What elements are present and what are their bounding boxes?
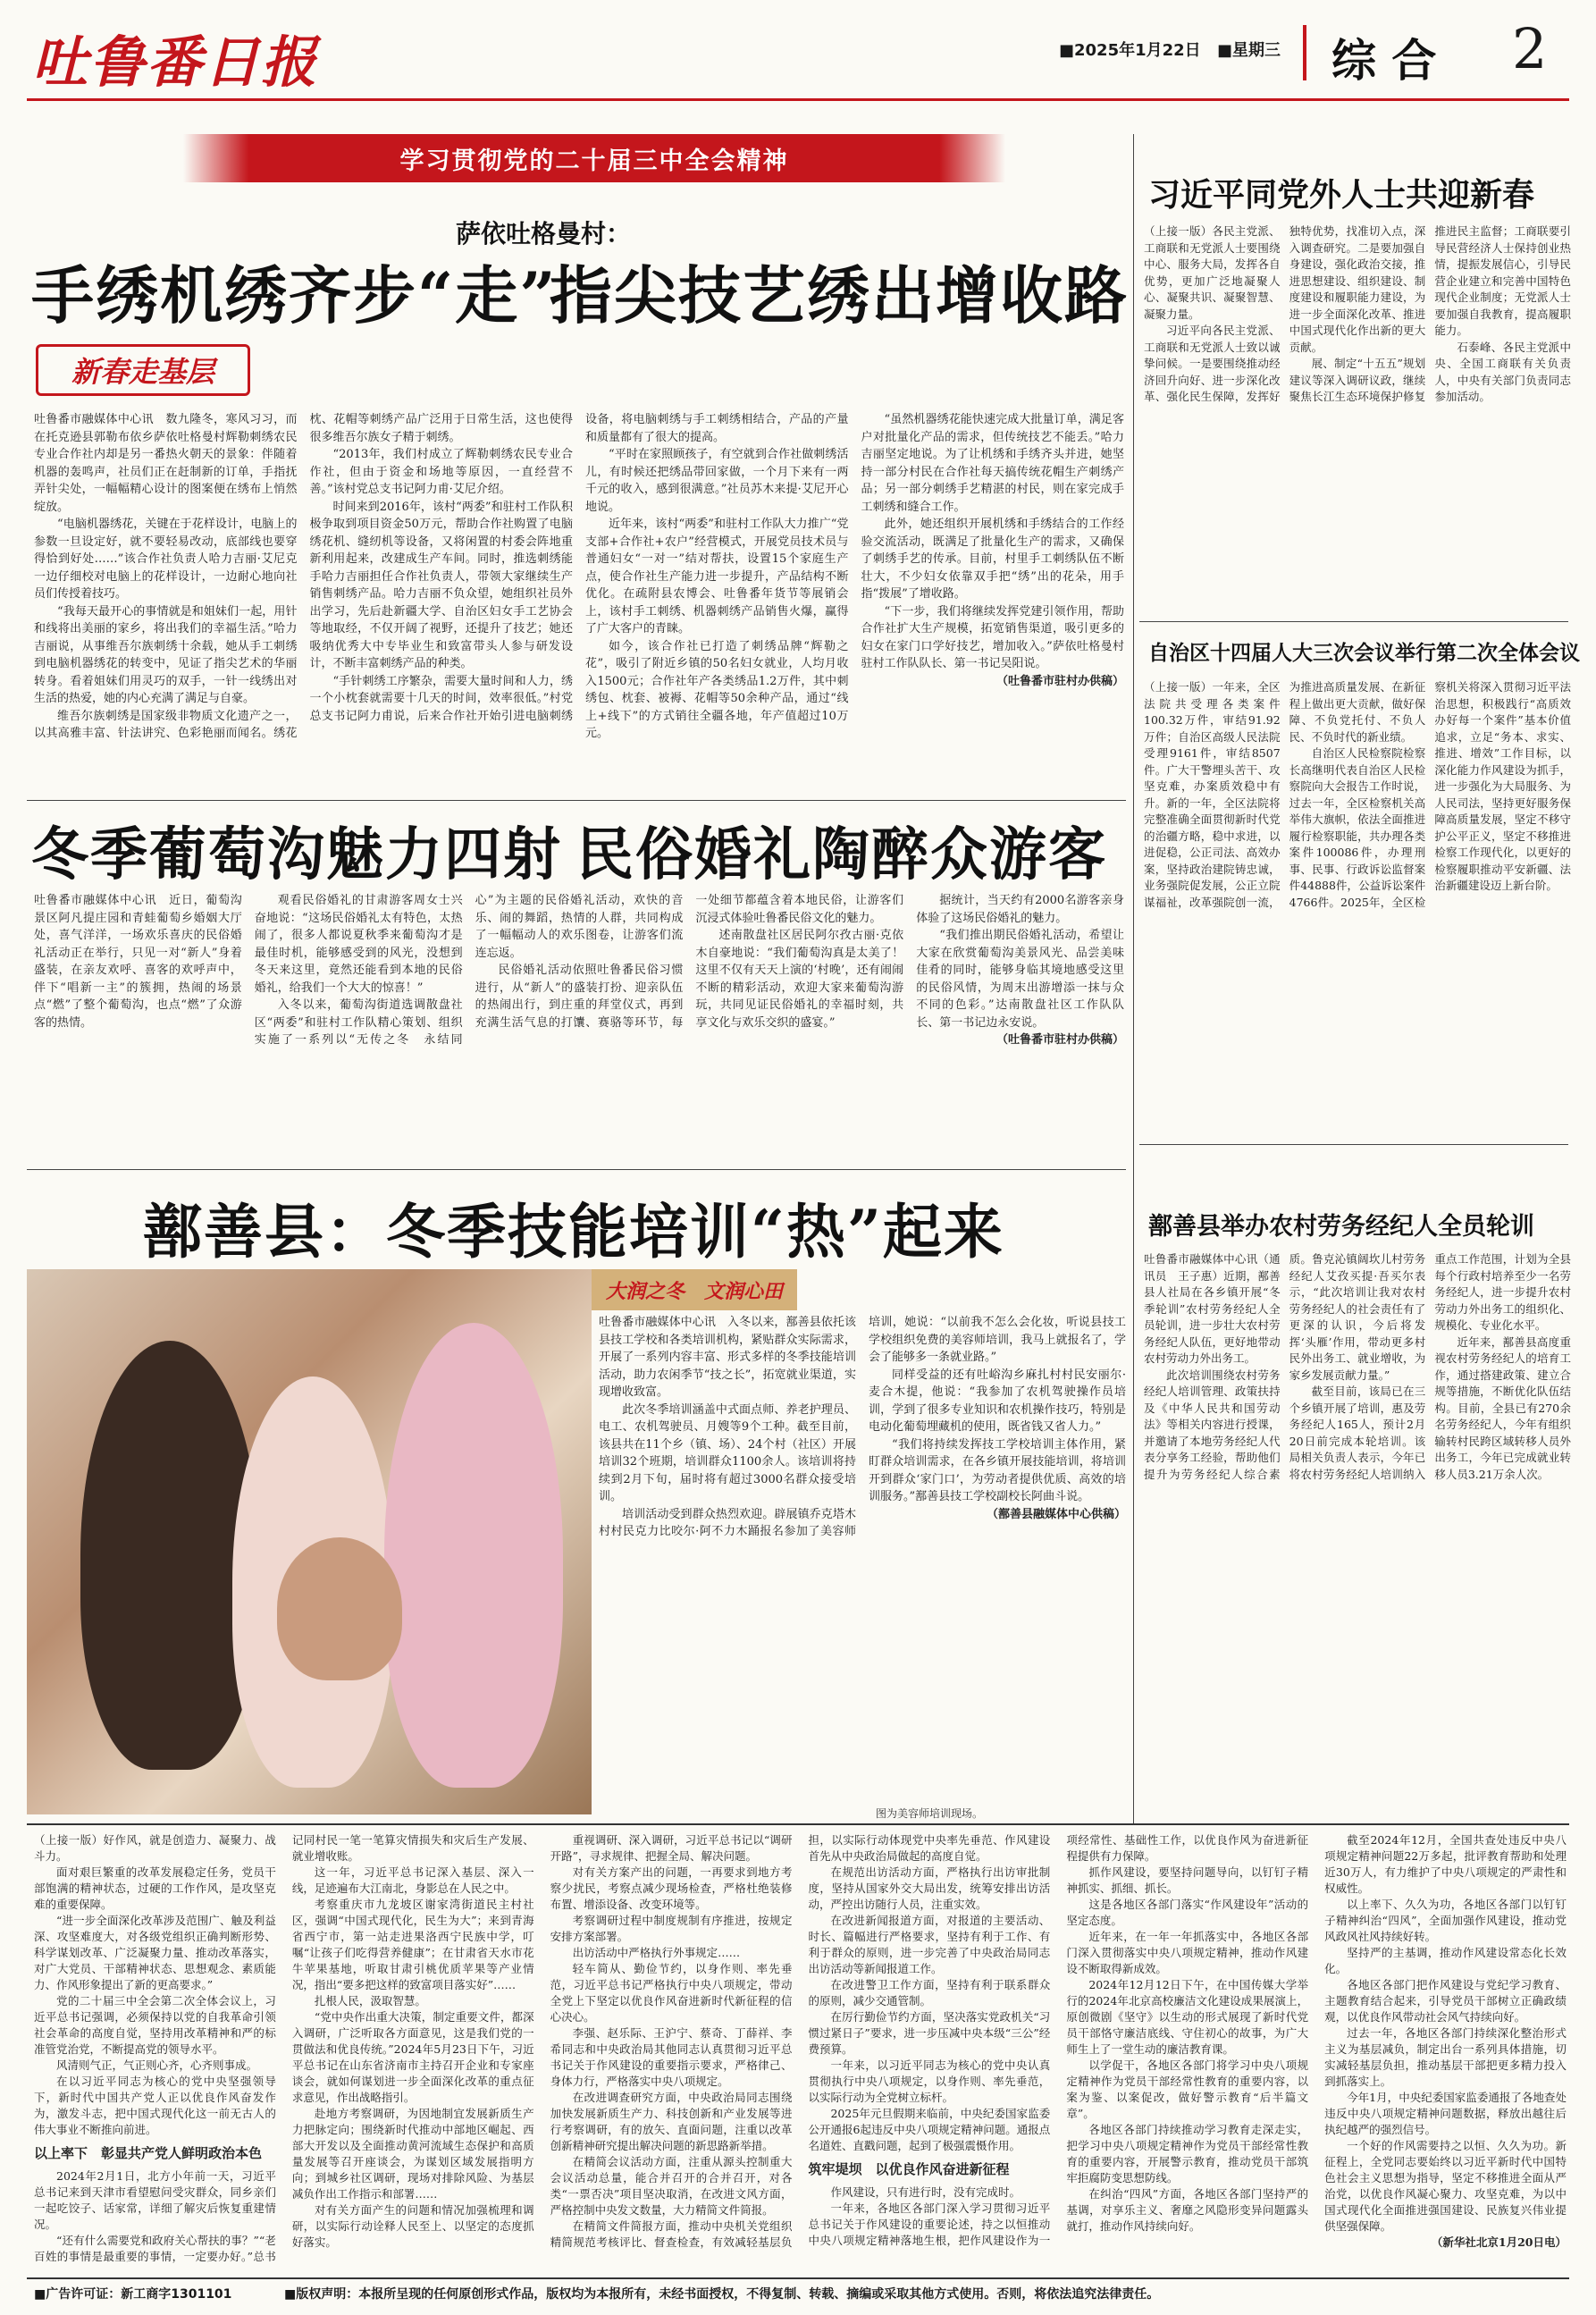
paragraph: 2024年12月12日下午，在中国传媒大学举行的2024年北京高校廉洁文化建设成果展演上，原创微剧《坚守》以生动的形式展现了新时代党员干部恪守廉洁底线、守住初心的故事，为广大师生上了一堂生动的廉洁教育课。 [1066, 1978, 1309, 2056]
photo-art-caption [592, 1269, 797, 1310]
newspaper-logo: 吐鲁番日报 [32, 29, 319, 95]
paragraph: 一年来，各地区各部门深入学习贯彻习近平总书记关于作风建设的重要论述，持之以恒推动中央八项规定精神落地生根，把作风建设作为一项经常性、基础性工作，以优良作风为奋进新征程提供有力保障。 [808, 1833, 1309, 2247]
paragraph: “平时在家照顾孩子，有空就到合作社做刺绣活儿，有时候还把绣品带回家做，一个月下来有一两千元的收入，感到很满意。”社员苏木来提·艾尼开心地说。 [585, 448, 849, 514]
paragraph: （上接一版）各民主党派、工商联和无党派人士要围绕中心、服务大局，发挥各自优势，更加广泛地凝聚人心、凝聚共识、凝聚智慧、凝聚力量。 [1144, 224, 1281, 321]
paragraph: “我每天最开心的事情就是和姐妹们一起，用针和线将出美丽的家乡，将出我们的幸福生活。”哈力吉丽说，从事维吾尔族刺绣十余载，她从手工刺绣到电脑机器绣花的转变中，见证了指尖艺术的华丽转身。看着姐妹们用灵巧的双手，一针一线绣出对生活的热爱，她的内心充满了满足与自豪。 [34, 604, 298, 705]
procuratorate-title: 自治区十四届人大三次会议举行第二次全体会议 [1148, 641, 1580, 665]
paragraph: 近年来，鄯善县高度重视农村劳务经纪人的培育工作，通过搭建政策、建立合规等措施，不断优化队伍结构。目前，全县已有270余名劳务经纪人，今年有组织输转村民跨区域转移人员外出务工，今年已完成就业转移人员3.21万余人次。 [1434, 1334, 1571, 1481]
paragraph: 截至2024年12月，全国共查处违反中央八项规定精神问题22万多起，批评教育帮助和处理近30万人，有力维护了中央八项规定的严肃性和权威性。 [1324, 1833, 1567, 1895]
divider-grape [27, 1169, 1126, 1170]
right-col-divider [1133, 134, 1134, 1823]
paragraph: “还有什么需要党和政府关心帮扶的事？”“老百姓的事情是最重要的事情，一定要办好。”总书记同村民一笔一笔算灾情损失和灾后生产发展、就业增收账。 [34, 1833, 534, 2263]
paragraph: 一年来，以习近平同志为核心的党中央认真贯彻执行中央八项规定，以身作则、率先垂范，以实际行动为全党树立标杆。 [808, 2058, 1051, 2104]
paragraph: 在精简文件简报方面，推动中央机关党组织精简规范考核评比、督查检查，有效减轻基层负担，以实际行动体现党中央率先垂范、作风建设首先从中央政治局做起的高度自觉。 [550, 1833, 1051, 2249]
paragraph: 对有关方案产出的问题，一再要求到地方考察少扰民，考察点减少现场检查，严格杜绝装修布置、增添设备、改变环境等。 [550, 1865, 793, 1911]
paragraph: 这一年，习近平总书记深入基层、深入一线，足迹遍布大江南北，身影总在人民之中。 [291, 1865, 534, 1895]
embroidery-title-right: 指尖技艺绣出增收路 [550, 258, 1129, 333]
bottom-subhead-1: 以上率下 彰显共产党人鲜明政治本色 [34, 2145, 263, 2161]
paragraph: 面对艰巨繁重的改革发展稳定任务，党员干部饱满的精神状态，过硬的工作作风，是攻坚克难的重要保障。 [34, 1865, 276, 1911]
paragraph: “电脑机器绣花，关键在于花样设计，电脑上的参数一旦设定好，就不要轻易改动，底部线也要穿得恰到好处……”该合作社负责人哈力吉丽·艾尼克一边仔细校对电脑上的花样设计，一边耐心地向社员们传授着技巧。 [34, 518, 298, 601]
grape-body [34, 892, 1124, 1160]
paragraph: 在改进新闻报道方面，对报道的主要活动、时长、篇幅进行严格要求，坚持有利于工作、有利于群众的原则，进一步完善了中央政治局同志出访活动等新闻报道工作。 [808, 1914, 1051, 1975]
xi-party-title: 习近平同党外人士共迎新春 [1148, 176, 1535, 214]
photo-caption: 图为美容师培训现场。 [876, 1807, 984, 1820]
ad-license: ■广告许可证：新工商字1301101 [34, 2287, 232, 2302]
weekday: ■星期三 [1217, 41, 1281, 60]
paragraph: 在以习近平同志为核心的党中央坚强领导下，新时代中国共产党人正以优良作风奋发作为，激发斗志，把中国式现代化这一前无古人的伟大事业不断推向前进。 [34, 2075, 276, 2136]
embroidery-kicker: 萨依吐格曼村： [456, 219, 632, 248]
page-number: 2 [1512, 16, 1548, 81]
paragraph: 近年来，该村“两委”和驻村工作队大力推广“党支部+合作社+农户”经营模式，开展党员技术员与普通妇女“一对一”结对帮扶，设置15个家庭生产点，使合作社生产能力进一步提升，产品结构不断优化。在疏附县农博会、吐鲁番年货节等展销会上，该村手工刺绣、机器刺绣产品销售火爆，赢得了广大客户的青睐。 [585, 518, 849, 636]
paragraph: 风清则气正，气正则心齐，心齐则事成。 [56, 2058, 258, 2072]
agents-body [1144, 1251, 1571, 1814]
paragraph: “下一步，我们将继续发挥党建引领作用，帮助合作社扩大生产规模，拓宽销售渠道，吸引更多的妇女在家门口学好技艺，增加收入。”萨依吐格曼村驻村工作队队长、第一书记吴阳说。 [861, 604, 1124, 670]
paragraph: 据统计，当天约有2000名游客亲身体验了这场民俗婚礼的魅力。 [916, 894, 1124, 925]
grape-title-right: 民俗婚礼陶醉众游客 [576, 821, 1107, 888]
paragraph: “手针刺绣工序繁杂，需要大量时间和人力，绣一个小枕套就需要十几天的时间，效率很低。”村党总支书记阿力甫说，后来合作社开始引进电脑刺绣设备，将电脑刺绣与手工刺绣相结合，产品的产量和质量都有了很大的提高。 [309, 413, 849, 723]
paragraph: 过去一年，各地区各部门持续深化整治形式主义为基层减负，制定出台一系列具体措施，切实减轻基层负担，推动基层干部把更多精力投入到抓落实上。 [1324, 2026, 1567, 2088]
paragraph: 扎根人民，汲取智慧。 [314, 1994, 426, 2008]
paragraph: 此次培训围绕农村劳务经纪人培训管理、政策扶持及《中华人民共和国劳动法》等相关内容进行授课，并邀请了本地劳务经纪人代表分享务工经验，帮助他们提升为劳务经纪人综合素质。鲁克沁镇阔坎儿村劳务经纪人艾孜买提·吾买尔表示，“此次培训让我对农村劳务经纪人的社会责任有了更深的认识，今后将发挥‘头雁’作用，带动更多村民外出务工、就业增收，为家乡发展贡献力量。” [1144, 1252, 1426, 1481]
bottom-body [34, 1832, 1567, 2269]
paragraph: 此次冬季培训涵盖中式面点师、养老护理员、电工、农机驾驶员、月嫂等9个工种。截至目前，该县共在11个乡（镇、场）、24个村（社区）开展培训32个班期，培训群众1100余人。该培训将持续到2月下旬，届时将有超过3000名群众接受培训。 [599, 1402, 856, 1503]
paragraph: 习近平向各民主党派、工商联和无党派人士致以诚挚问候。一是要围绕推动经济回升向好、进一步深化改革、强化民生保障，发挥好独特优势，找准切入点，深入调查研究。二是要加强自身建设，强化政治交接，推进思想建设、组织建设、制度建设和履职能力建设，为进一步全面深化改革、推进中国式现代化作出新的更大贡献。 [1144, 224, 1426, 403]
paragraph: 时间来到2016年，该村“两委”和驻村工作队积极争取到项目资金50万元，帮助合作社购置了电脑绣花机、缝纫机等设备，又将闲置的村委会阵地重新利用起来，改建成生产车间。同时，推选刺绣能手哈力吉丽担任合作社负责人，带领大家继续生产销售刺绣产品。哈力吉丽不负众望，她组织社员外出学习，先后赴新疆大学、自治区妇女手工艺协会等地取经，不仅开阔了视野，还提升了技艺；她还吸纳优秀大中专毕业生和致富带头人参与研发设计，不断丰富刺绣产品的种类。 [309, 500, 573, 670]
embroidery-title-left: 手绣机绣齐步“走” [31, 258, 558, 333]
paragraph: 如今，该合作社已打造了刺绣品牌“辉勒之花”，吸引了附近乡镇的50名妇女就业，人均月收入1500元；合作社年产各类绣品1.2万件，其中刺绣包、枕套、被褥、花帽等50余种产品，通过“线上+线下”的方式销往全疆各地，年产值超过10万元。 [585, 639, 849, 740]
masthead [0, 0, 1596, 100]
paragraph: “虽然机器绣花能快速完成大批量订单，满足客户对批量化产品的需求，但传统技艺不能丢。”哈力吉丽坚定地说。为了让机绣和手绣齐头并进，她坚持一部分村民在合作社每天搞传统花帽生产刺绣产品；另一部分刺绣手艺精湛的村民，则在家完成手工刺绣和缝合工作。 [861, 413, 1124, 514]
paragraph: 重视调研、深入调研，习近平总书记以“调研开路”，寻求规律、把握全局、解决问题。 [550, 1833, 793, 1863]
paragraph: 在规范出访活动方面，严格执行出访审批制度，坚持从国家外交大局出发，统筹安排出访活动，严控出访随行人员，注重实效。 [808, 1865, 1051, 1911]
training-photo [27, 1269, 592, 1814]
paragraph: 截至目前，该局已在三个乡镇开展了培训，惠及劳务经纪人165人，预计2月20日前完成本轮培训。该局相关负责人表示，今年已将农村劳务经纪人培训纳入重点工作范围，计划为全县每个行政村培养至少一名劳务经纪人，进一步提升农村劳动力外出务工的组织化、规模化、专业化水平。 [1289, 1252, 1571, 1481]
badge-text: 新春走基层 [71, 355, 214, 389]
masthead-rule [27, 98, 1569, 101]
paragraph: 这是各地区各部门落实“作风建设年”活动的坚定态度。 [1066, 1898, 1309, 1927]
photo-figure-3 [384, 1323, 563, 1788]
paragraph: “2013年，我们村成立了辉勒刺绣农民专业合作社，但由于资金和场地等原因，一直经营不善。”该村党总支书记阿力甫·艾尼介绍。 [309, 448, 573, 496]
paragraph: 以上率下、久久为功，各地区各部门以钉钉子精神纠治“四风”，全面加强作风建设，推动党风政风社风持续好转。 [1324, 1898, 1567, 1943]
new-spring-badge [36, 344, 250, 396]
paragraph: 在纠治“四风”方面，各地区各部门坚持严的基调，对享乐主义、奢靡之风隐形变异问题露头就打，推动作风持续向好。 [1066, 2187, 1309, 2233]
procuratorate-body [1144, 679, 1571, 1131]
paragraph: 各地区各部门持续推动学习教育走深走实，把学习中央八项规定精神作为党员干部经常性教育的重要内容，开展警示教育，推动党员干部筑牢拒腐防变思想防线。 [1066, 2123, 1309, 2185]
paragraph: 观看民俗婚礼的甘肃游客周女士兴奋地说：“这场民俗婚礼太有特色，太热闹了，很多人都说夏秋季来葡萄沟才是最佳时机，能够感受到的风光，没想到冬天来这里，竟然还能看到本地的民俗婚礼，给我们一个大大的惊喜！” [254, 894, 463, 995]
paragraph: 李强、赵乐际、王沪宁、蔡奇、丁薛祥、李希同志和中央政治局其他同志认真贯彻习近平总书记关于作风建设的重要指示要求，严格律己、身体力行，严格落实中央八项规定。 [550, 2026, 793, 2088]
xi-party-body [1144, 223, 1571, 617]
paragraph: 轻车简从、勤俭节约，以身作则、率先垂范，习近平总书记严格执行中央八项规定，带动全党上下坚定以优良作风奋进新时代新征程的信心决心。 [550, 1962, 793, 2024]
photo-art-caption-text: 大润之冬 文润心田 [605, 1279, 783, 1303]
paragraph: 述南散盘社区居民阿尔孜古丽·克依木自豪地说：“我们葡萄沟真是太美了！这里不仅有天天上演的‘村晚’，还有闹闹不断的精彩活动，欢迎大家来葡萄沟游玩，共同见证民俗婚礼的幸福时刻，共享文化与欢乐交织的盛宴。” [695, 929, 904, 1030]
paragraph: （鄯善县融媒体中心供稿） [986, 1507, 1126, 1521]
grape-title-left: 冬季葡萄沟魅力四射 [31, 821, 562, 888]
divider-embroidery [27, 800, 1126, 801]
paragraph: 吐鲁番市融媒体中心讯（通讯员 王子惠）近期，鄯善县人社局在各乡镇开展“冬季轮训”农村劳务经纪人全员轮训，进一步壮大农村劳务经纪人队伍，更好地带动农村劳动力外出务工。 [1144, 1252, 1281, 1365]
paragraph: 同样受益的还有吐峪沟乡麻扎村村民安丽尔·麦合木提，他说：“我参加了农机驾驶操作员培训，学到了很多专业知识和农机操作技巧，特别是电动化葡萄埋藏机的使用，既省钱又省人力。” [869, 1368, 1126, 1434]
paragraph: 考察重庆市九龙坡区谢家湾街道民主村社区，强调“中国式现代化，民生为大”；来到青海省西宁市，第一站走进果洛西宁民族中学，叮嘱“让孩子们吃得营养健康”；在甘肃省天水市花牛苹果基地，听取甘肃引桃优质苹果等产业情况，指出“要多把这样的致富项目落实好”…… [291, 1898, 534, 1991]
paragraph: “进一步全面深化改革涉及范围广、触及利益深、攻坚难度大，对各级党组织正确判断形势、科学谋划改革、广泛凝聚力量、推动改革落实，对广大党员、干部精神状态、思想观念、素质能力、作风形象提出了新的更高要求。” [34, 1914, 276, 1991]
bottom-section-rule [27, 1823, 1569, 1825]
issue-date: ■2025年1月22日 [1059, 41, 1201, 60]
paragraph: （上接一版）一年来，全区法院共受理各类案件100.32万件，审结91.92万件；自治区高级人民法院受理9161件，审结8507件。广大干警埋头苦干、攻坚克难，办案质效稳中有升。新的一年，全区法院将完整准确全面贯彻新时代党的治疆方略，稳中求进，以进促稳，公正司法、高效办案，坚持政治建院铸忠诚，业务强院促发展，公正立院谋福祉，改革强院创一流，为推进高质量发展、在新征程上做出更大贡献，做好保障、不负党托付、不负人民、不负时代的新业绩。 [1144, 680, 1426, 909]
paragraph: 吐鲁番市融媒体中心讯 入冬以来，鄯善县依托该县技工学校和各类培训机构，紧贴群众实际需求，开展了一系列内容丰富、形式多样的冬季技能培训活动，助力农闲季节“技之长”，拓宽就业渠道，实现增收致富。 [599, 1316, 856, 1399]
shanshan-title: 鄯善县：冬季技能培训“热”起来 [143, 1197, 1004, 1267]
paragraph: “党中央作出重大决策，制定重要文件，都深入调研，广泛听取各方面意见，这是我们党的一贯做法和优良传统。”2024年5月23日下午，习近平总书记在山东省济南市主持召开企业和专家座谈会，就如何谋划进一步全面深化改革的重点征求意见，作出战略指引。 [291, 2010, 534, 2104]
paragraph: 展、制定“十五五”规划建议等深入调研议政，继续聚焦长江生态环境保护修复推进民主监督；工商联要引导民营经济人士保持创业热情，提振发展信心，引导民营企业建立和完善中国特色现代企业制度；无党派人士要加强自我教育，提高履职能力。 [1289, 224, 1571, 403]
paragraph: 近年来，在一年一年抓落实中，各地区各部门深入贯彻落实中央八项规定精神，推动作风建设不断取得新成效。 [1066, 1930, 1309, 1975]
paragraph: 作风建设，只有进行时，没有完成时。 [830, 2185, 1021, 2199]
paragraph: 在精简会议活动方面，注重从源头控制重大会议活动总量，能合并召开的合并召开，对各类“一票否决”项目坚决取消，在改进文风方面，严格控制中央发文数量，大力精简文件简报。 [550, 2155, 793, 2217]
paragraph: 吐鲁番市融媒体中心讯 近日，葡萄沟景区阿凡提庄园和青蛙葡萄乡婚姻大厅处，喜气洋洋，一场欢乐喜庆的民俗婚礼活动正在举行，只见一对“新人”身着盛装，在亲友欢呼、喜客的欢呼声中，伴下“唱新一主”的簇拥，热闹的场景点“燃”了整个葡萄沟，也点“燃”了众游客的热情。 [34, 894, 242, 1030]
paragraph: 入冬以来，葡萄沟街道选调散盘社区“两委”和驻村工作队精心策划、组织实施了一系列以“无传之冬 永结同心”为主题的民俗婚礼活动，欢快的音乐、闹的舞蹈，热情的人群，共同构成了一幅幅动人的欢乐图卷，让游客们流连忘返。 [254, 894, 684, 1047]
paragraph: 在改进调查研究方面，中央政治局同志围绕加快发展新质生产力、科技创新和产业发展等进行考察调研，有的放矢、直面问题，注重以改革创新精神研究提出解决问题的新思路新举措。 [550, 2091, 793, 2152]
banner-text: 学习贯彻党的二十届三中全会精神 [399, 147, 789, 175]
paragraph: 抓作风建设，要坚持问题导向，以钉钉子精神抓实、抓细、抓长。 [1066, 1865, 1309, 1895]
paragraph: 维吾尔族刺绣是国家级非物质文化遗产之一，以其高雅丰富、针法讲究、色彩艳丽而闻名。绣花枕、花帽等刺绣产品广泛用于日常生活，这也使得很多维吾尔族女子精于刺绣。 [34, 413, 573, 740]
paragraph: “我们将持续发挥技工学校培训主体作用，紧盯群众培训需求，在各乡镇开展技能培训，将培训开到群众‘家门口’，为劳动者提供优质、高效的培训服务。”鄯善县技工学校副校长阿曲斗说。 [869, 1437, 1126, 1503]
paragraph: （上接一版）好作风，就是创造力、凝聚力、战斗力。 [34, 1833, 276, 1863]
paragraph: 2024年2月1日，北方小年前一天，习近平总书记来到天津市看望慰问受灾群众，同乡亲们一起吃饺子、话家常，详细了解灾后恢复重建情况。 [34, 2169, 276, 2231]
paragraph: 自治区人民检察院检察长高继明代表自治区人民检察院向大会报告工作时说，过去一年，全区检察机关高举伟大旗帜，依法全面推进履行检察职能，共办理各类案件100086件，办理刑事、民事、行政诉讼监督案件44888件，公益诉讼案件4766件。2025年，全区检察机关将深入贯彻习近平法治思想，积极践行“高质效办好每一个案件”基本价值追求，立足“务本、求实、推进、增效”工作目标，以深化能力作风建设为抓手，进一步强化为大局服务、为人民司法，坚持更好服务保障高质量发展，坚定不移守护公平正义，坚定不移推进检察工作现代化，以更好的检察履职推动平安新疆、法治新疆建设迈上新台阶。 [1289, 680, 1571, 909]
bottom-subhead-2: 筑牢堤坝 以优良作风奋进新征程 [808, 2161, 1010, 2177]
paragraph: 今年1月，中央纪委国家监委通报了各地查处违反中央八项规定精神问题数据，释放出越往后执纪越严的强烈信号。 [1324, 2091, 1567, 2136]
paragraph: 民俗婚礼活动依照吐鲁番民俗习惯进行，从“新人”的盛装打扮、迎亲队伍的热闹出行，到庄重的拜堂仪式，再到充满生活气息的打馕、赛骆等环节，每一处细节都蕴含着本地民俗，让游客们沉浸式体验吐鲁番民俗文化的魅力。 [475, 894, 904, 1030]
theme-banner [183, 134, 1005, 182]
masthead-divider [1303, 25, 1306, 80]
embroidery-body [34, 411, 1124, 796]
paragraph: 在改进警卫工作方面，坚持有利于联系群众的原则，减少交通管制。 [808, 1978, 1051, 2008]
paragraph: 对有关方面产生的问题和情况加强梳理和调研，以实际行动诠释人民至上、以坚定的态度抓好落实。 [291, 2203, 534, 2249]
agents-title: 鄯善县举办农村劳务经纪人全员轮训 [1148, 1213, 1534, 1241]
divider-xi-party [1139, 621, 1568, 622]
shanshan-body [599, 1314, 1126, 1806]
section-name: 综 合 [1331, 35, 1437, 87]
paragraph: 培训活动受到群众热烈欢迎。辟展镇乔克塔木村村民克力比咬尔·阿不力木踊报名参加了美容师培训，她说：“以前我不怎么会化妆，听说县技工学校组织免费的美容师培训，我马上就报名了，学会了能够多一条就业路。” [599, 1316, 1126, 1538]
photo-figure-4 [277, 1537, 402, 1680]
paragraph: （吐鲁番市驻村办供稿） [995, 1033, 1124, 1047]
paragraph: 一个好的作风需要持之以恒、久久为功。新征程上，全党同志要始终以习近平新时代中国特色社会主义思想为指导，坚定不移推进全面从严治党，以优良作风凝心聚力、攻坚克难，为以中国式现代化全面推进强国建设、民族复兴伟业提供坚强保障。 [1324, 2139, 1567, 2233]
paragraph: 石泰峰、各民主党派中央、全国工商联有关负责人，中央有关部门负责同志参加活动。 [1434, 340, 1571, 403]
paragraph: 赴地方考察调研，为因地制宜发展新质生产力把脉定向；围绕新时代推动中部地区崛起、西部大开发以及全面推动黄河流域生态保护和高质量发展等召开座谈会，为谋划区域发展指明方向；到城乡社区调研，现场对排除风险、为基层减负作出工作指示和部署…… [291, 2107, 534, 2201]
paragraph: 各地区各部门把作风建设与党纪学习教育、主题教育结合起来，引导党员干部树立正确政绩观，以优良作风带动社会风气持续向好。 [1324, 1978, 1567, 2024]
paragraph: “我们推出期民俗婚礼活动，希望让大家在欣赏葡萄沟美景风光、品尝美味佳肴的同时，能够身临其境地感受这里的民俗风情，为周末出游增添一抹与众不同的色彩。”达南散盘社区工作队队长、第一书记边永安说。 [916, 929, 1124, 1030]
footer-rule [27, 2277, 1569, 2279]
divider-procuratorate [1139, 1144, 1568, 1145]
paragraph: 坚持严的主基调，推动作风建设常态化长效化。 [1324, 1946, 1567, 1975]
paragraph: 吐鲁番市融媒体中心讯 数九隆冬，寒风习习，而在托克逊县郭勒布依乡萨依吐格曼村辉勒刺绣农民专业合作社内却是另一番热火朝天的景象：伴随着机器的轰鸣声，社员们正在赶制新的订单，手指抚弄针尖处，一幅幅精心设计的图案便在绣布上悄然绽放。 [34, 413, 298, 514]
paragraph: （新华社北京1月20日电） [1431, 2235, 1567, 2249]
paragraph: 以学促干，各地区各部门将学习中央八项规定精神作为党员干部经常性教育的重要内容，以案为鉴、以案促改，做好警示教育“后半篇文章”。 [1066, 2058, 1309, 2120]
paragraph: 党的二十届三中全会第二次全体会议上，习近平总书记强调，必须保持以党的自我革命引领社会革命的高度自觉，坚持用改革精神和严的标准管党治党，不断提高党的领导水平。 [34, 1994, 276, 2056]
paragraph: 在厉行勤俭节约方面，坚决落实党政机关“习惯过紧日子”要求，进一步压减中央本级“三公”经费预算。 [808, 2010, 1051, 2056]
paragraph: 此外，她还组织开展机绣和手绣结合的工作经验交流活动，既满足了批量化生产的需求，又确保了刺绣手艺的传承。目前，村里手工刺绣队伍不断壮大，不少妇女依靠双手把“绣”出的花朵，用手指“拨展”了增收路。 [861, 518, 1124, 601]
copyright-notice: ■版权声明：本报所呈现的任何原创形式作品，版权均为本报所有，未经书面授权，不得复制、转载、摘编或采取其他方式使用。否则，将依法追究法律责任。 [284, 2287, 1160, 2302]
paragraph: （吐鲁番市驻村办供稿） [995, 674, 1124, 688]
paragraph: 考察调研过程中制度规制有序推进，按规定安排方案部署。 [550, 1914, 793, 1943]
paragraph: 2025年元旦假期来临前，中央纪委国家监委公开通报6起违反中央八项规定精神问题。通报点名道姓、直戳问题，起到了极强震慑作用。 [808, 2107, 1051, 2152]
paragraph: 出访活动中严格执行外事规定…… [572, 1946, 741, 1959]
